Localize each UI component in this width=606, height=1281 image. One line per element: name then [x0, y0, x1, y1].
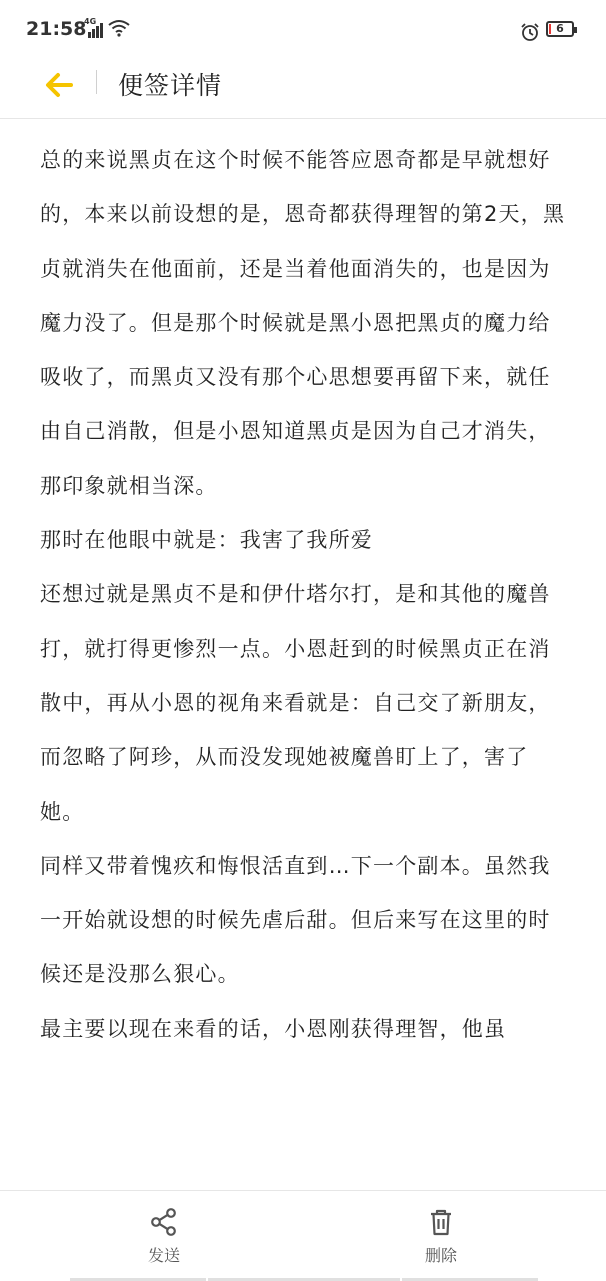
arrow-left-icon: [40, 68, 80, 102]
delete-label: 删除: [424, 1246, 457, 1265]
trash-icon: [426, 1207, 456, 1237]
battery-level: 6: [556, 22, 564, 35]
note-paragraph: 同样又带着愧疚和悔恨活直到…下一个副本。虽然我一开始就设想的时候先虐后甜。但后来写在这里的时候还是没那么狠心。: [40, 853, 551, 987]
back-button[interactable]: [40, 68, 80, 102]
battery-icon: [546, 21, 574, 37]
page-title: 便签详情: [118, 71, 223, 100]
note-paragraph: 最主要以现在来看的话，小恩刚获得理智，他虽: [40, 1016, 507, 1041]
note-paragraph: 总的来说黑贞在这个时候不能答应恩奇都是早就想好的，本来以前设想的是，恩奇都获得理智的第2天，黑贞就消失在他面前，还是当着他面消失的，也是因为魔力没了。但是那个时候就是黑小恩把黑贞的魔力给吸收了，而黑贞又没有那个心思想要再留下来，就任由自己消散，但是小恩知道黑贞是因为自己才消失，那印象就相当深。: [40, 148, 566, 498]
top-app-bar: [0, 56, 606, 119]
bottom-action-bar: [0, 1190, 606, 1281]
wifi-icon: [108, 19, 130, 37]
note-paragraph: 那时在他眼中就是：我害了我所爱: [40, 528, 373, 553]
send-label: 发送: [147, 1246, 180, 1265]
status-bar: [0, 0, 606, 56]
alarm-icon: [520, 22, 540, 42]
share-icon: [149, 1207, 179, 1237]
status-time: 21:58: [26, 18, 87, 40]
header-divider: [96, 70, 97, 94]
note-paragraph: 还想过就是黑贞不是和伊什塔尔打，是和其他的魔兽打，就打得更惨烈一点。小恩赶到的时候黑贞正在消散中，再从小恩的视角来看就是：自己交了新朋友，而忽略了阿珍，从而没发现她被魔兽盯上了，害了她。: [40, 582, 551, 824]
note-content[interactable]: [40, 133, 566, 1183]
network-type: 4G: [84, 17, 97, 26]
signal-icon: [84, 17, 104, 38]
send-button[interactable]: [104, 1207, 224, 1267]
delete-button[interactable]: [381, 1207, 501, 1267]
